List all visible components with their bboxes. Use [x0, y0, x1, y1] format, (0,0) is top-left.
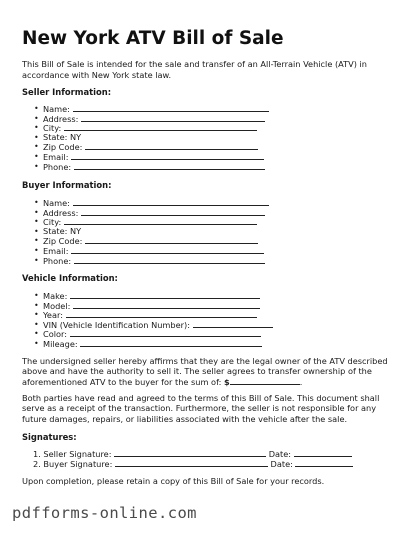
vehicle-year-field[interactable]: • Year:	[22, 310, 273, 320]
document-title: New York ATV Bill of Sale	[22, 28, 284, 49]
seller-city-field[interactable]: • City:	[22, 123, 269, 133]
buyer-heading: Buyer Information:	[22, 180, 112, 190]
seller-fields	[22, 104, 269, 171]
buyer-city-field[interactable]: • City:	[22, 217, 269, 227]
buyer-fields	[22, 198, 269, 265]
seller-email-field[interactable]: • Email:	[22, 152, 269, 162]
watermark: pdfforms-online.com	[12, 504, 197, 522]
seller-state-field: • State: NY	[22, 133, 269, 143]
seller-signature-line[interactable]: 1. Seller Signature: Date:	[22, 449, 353, 459]
buyer-zip-field[interactable]: • Zip Code:	[22, 236, 269, 246]
signature-lines	[22, 449, 353, 469]
buyer-address-field[interactable]: • Address:	[22, 208, 269, 218]
sale-amount-field[interactable]	[230, 377, 300, 385]
vehicle-fields	[22, 291, 273, 349]
buyer-phone-field[interactable]: • Phone:	[22, 256, 269, 266]
agreement-paragraph: Both parties have read and agreed to the terms of this Bill of Sale. This document shall serve as a receipt of the transaction. Furthermore, the seller is not responsible for any future damages, repairs, or liabilities associated with the vehicle after the sale.	[22, 393, 380, 424]
buyer-name-field[interactable]: • Name:	[22, 198, 269, 208]
closing-note: Upon completion, please retain a copy of this Bill of Sale for your records.	[22, 476, 325, 486]
intro-paragraph: This Bill of Sale is intended for the sale and transfer of an All-Terrain Vehicle (ATV) in accordance with New York state law.	[22, 59, 367, 80]
seller-name-field[interactable]: • Name:	[22, 104, 269, 114]
buyer-email-field[interactable]: • Email:	[22, 246, 269, 256]
seller-heading: Seller Information:	[22, 87, 112, 97]
seller-zip-field[interactable]: • Zip Code:	[22, 142, 269, 152]
vehicle-heading: Vehicle Information:	[22, 273, 118, 283]
buyer-state-field: • State: NY	[22, 227, 269, 237]
vehicle-make-field[interactable]: • Make:	[22, 291, 273, 301]
vehicle-color-field[interactable]: • Color:	[22, 329, 273, 339]
vehicle-model-field[interactable]: • Model:	[22, 301, 273, 311]
seller-phone-field[interactable]: • Phone:	[22, 162, 269, 172]
affirmation-paragraph: The undersigned seller hereby affirms that they are the legal owner of the ATV described above and have the authority to sell it. The seller agrees to transfer ownership of the aforementioned ATV to the buyer for the sum of: $ .	[22, 356, 388, 387]
vehicle-vin-field[interactable]: • VIN (Vehicle Identification Number):	[22, 320, 273, 330]
seller-address-field[interactable]: • Address:	[22, 114, 269, 124]
signatures-heading: Signatures:	[22, 432, 77, 442]
buyer-signature-line[interactable]: 2. Buyer Signature: Date:	[22, 459, 353, 469]
vehicle-mileage-field[interactable]: • Mileage:	[22, 339, 273, 349]
